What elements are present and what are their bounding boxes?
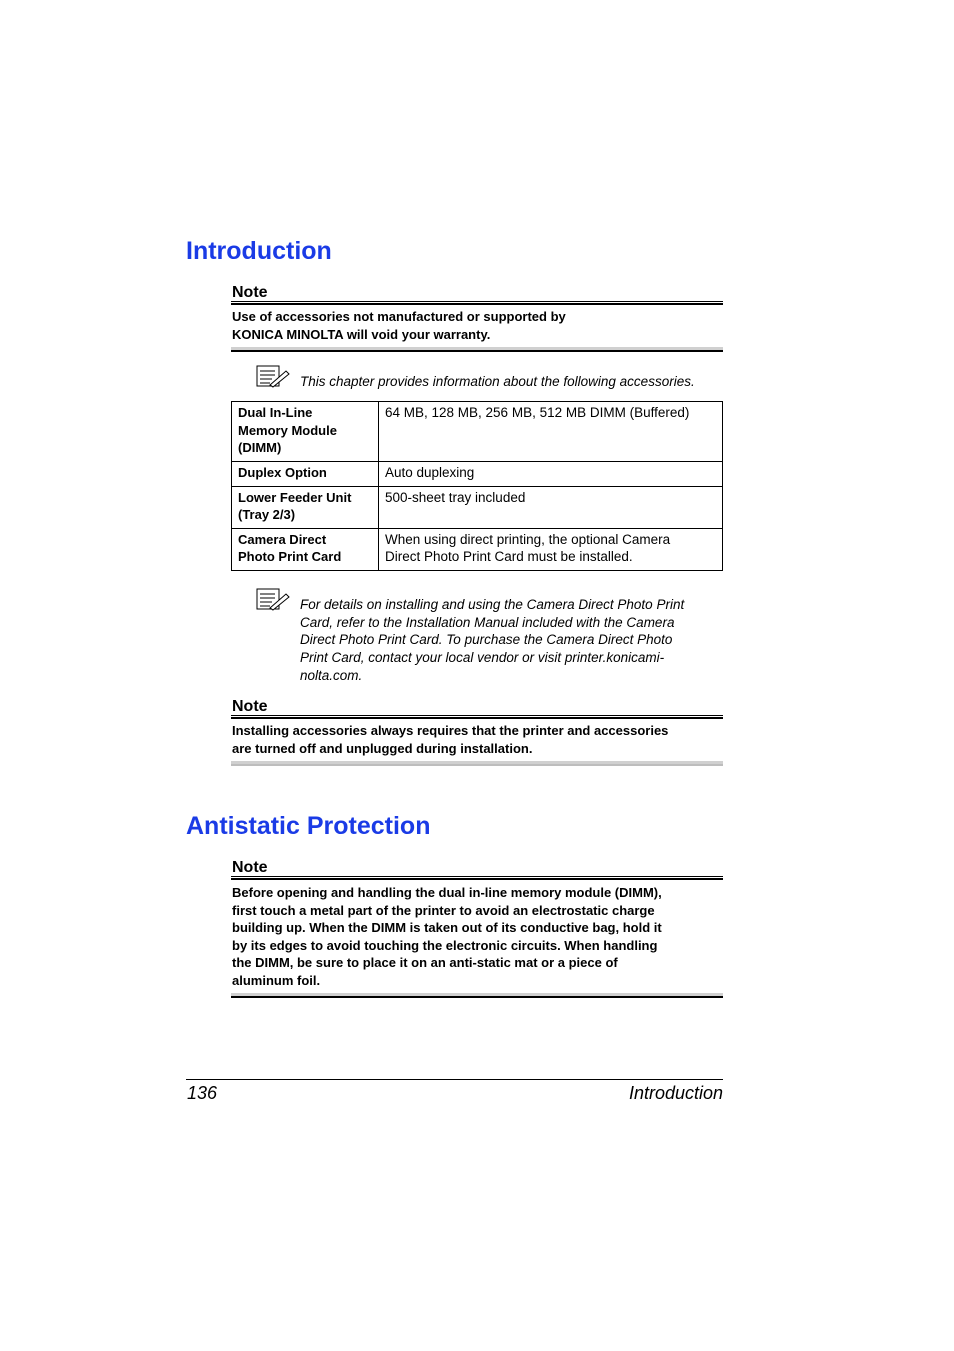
hint-line: nolta.com. xyxy=(300,667,363,683)
warranty-note xyxy=(232,308,722,343)
installation-note xyxy=(232,722,722,757)
accessory-description xyxy=(379,486,723,528)
note-label: Note xyxy=(232,284,268,301)
note-top-rule xyxy=(231,715,723,719)
accessory-description xyxy=(379,462,723,487)
cell-line: Duplex Option xyxy=(238,465,327,480)
note-label: Note xyxy=(232,698,268,715)
hint-text xyxy=(300,596,724,685)
note-top-rule xyxy=(231,301,723,305)
antistatic-note xyxy=(232,884,722,989)
note-line: Installing accessories always requires that the printer and accessories xyxy=(232,723,669,738)
cell-line: Photo Print Card xyxy=(238,549,342,564)
page-number: 136 xyxy=(187,1083,218,1103)
accessory-description xyxy=(379,402,723,462)
note-line: building up. When the DIMM is taken out of its conductive bag, hold it xyxy=(232,920,662,935)
note-line: aluminum foil. xyxy=(232,972,321,988)
hint-line: Card, refer to the Installation Manual included with the Camera xyxy=(300,614,675,630)
note-top-rule xyxy=(231,876,723,880)
note-pad-icon xyxy=(256,365,290,389)
cell-line: 500-sheet tray included xyxy=(385,489,526,505)
note-bottom-rule xyxy=(231,761,723,766)
note-bottom-rule xyxy=(231,347,723,352)
accessory-description xyxy=(379,528,723,570)
cell-line: Memory Module xyxy=(238,422,337,438)
accessory-name xyxy=(232,462,379,487)
note-line: are turned off and unplugged during installation. xyxy=(232,740,533,756)
note-line: by its edges to avoid touching the electronic circuits. When handling xyxy=(232,937,658,953)
cell-line: Auto duplexing xyxy=(385,465,475,480)
hint-line: For details on installing and using the Camera Direct Photo Print xyxy=(300,597,685,612)
note-line: first touch a metal part of the printer to avoid an electrostatic charge xyxy=(232,902,655,918)
table-row xyxy=(232,462,723,487)
note-line: the DIMM, be sure to place it on an anti-static mat or a piece of xyxy=(232,955,618,970)
cell-line: Dual In-Line xyxy=(238,405,313,420)
note-line: Use of accessories not manufactured or supported by xyxy=(232,309,566,324)
accessory-name xyxy=(232,402,379,462)
section-title-antistatic-protection: Antistatic Protection xyxy=(186,812,431,840)
section-title-introduction: Introduction xyxy=(186,237,332,265)
note-label: Note xyxy=(232,859,268,876)
hint-line: Direct Photo Print Card. To purchase the Camera Direct Photo xyxy=(300,632,673,648)
note-bottom-rule xyxy=(231,993,723,998)
cell-line: Direct Photo Print Card must be installed. xyxy=(385,549,633,564)
accessory-name xyxy=(232,528,379,570)
cell-line: Camera Direct xyxy=(238,531,327,547)
note-line: Before opening and handling the dual in-line memory module (DIMM), xyxy=(232,885,662,900)
accessories-table xyxy=(231,401,723,571)
footer-section-title: Introduction xyxy=(628,1083,723,1103)
cell-line: Lower Feeder Unit xyxy=(238,489,352,505)
table-row xyxy=(232,528,723,570)
hint-text: This chapter provides information about the following accessories. xyxy=(300,374,695,389)
cell-line: (Tray 2/3) xyxy=(238,507,296,522)
table-row xyxy=(232,402,723,462)
accessory-name xyxy=(232,486,379,528)
note-line: KONICA MINOLTA will void your warranty. xyxy=(232,326,491,342)
hint-line: Print Card, contact your local vendor or visit printer.konicami- xyxy=(300,650,665,666)
cell-line: When using direct printing, the optional Camera xyxy=(385,531,671,547)
cell-line: 64 MB, 128 MB, 256 MB, 512 MB DIMM (Buffered) xyxy=(385,405,690,420)
footer-rule xyxy=(186,1079,723,1080)
cell-line: (DIMM) xyxy=(238,440,282,455)
table-row xyxy=(232,486,723,528)
note-pad-icon xyxy=(256,588,290,612)
